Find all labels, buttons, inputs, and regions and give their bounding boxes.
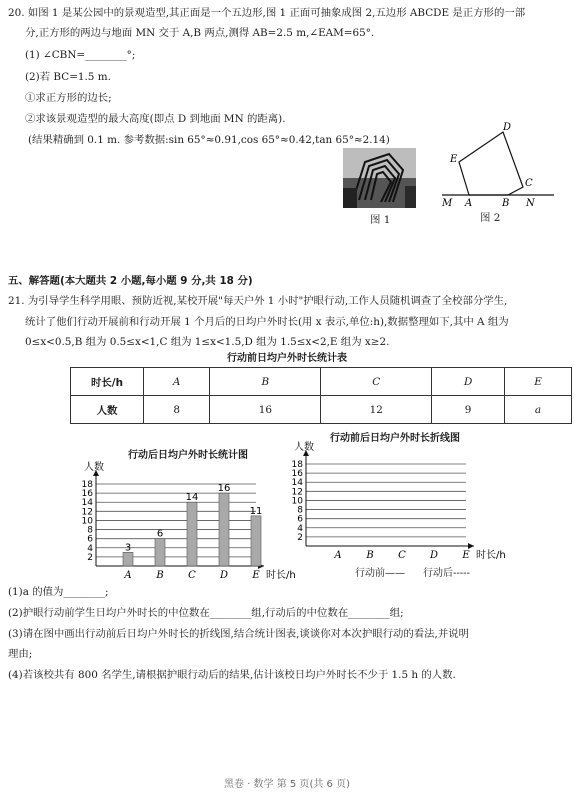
bar-label-B: 6 bbox=[156, 528, 164, 540]
table-group-b: B bbox=[210, 368, 321, 396]
bar-E bbox=[251, 516, 261, 566]
y-tick-16: 16 bbox=[81, 489, 93, 500]
y-tick-8: 8 bbox=[297, 505, 303, 516]
q20-sub1: ①求正方形的边长; bbox=[25, 92, 112, 104]
label-b: B bbox=[502, 198, 510, 209]
table-count-c: 12 bbox=[321, 396, 432, 424]
q21-sub4: (4)若该校共有 800 名学生,请根据护眼行动后的结果,估计该校日均户外时长不少于 1.5 h 的人数. bbox=[8, 669, 456, 681]
label-e: E bbox=[450, 154, 458, 165]
q20-line2: 分,正方形的两边与地面 MN 交于 A,B 两点,测得 AB=2.5 m,∠EAM=65°. bbox=[25, 27, 375, 39]
line-chart-title: 行动前后日均户外时长折线图 bbox=[330, 433, 460, 444]
q20-part2: (2)若 BC=1.5 m. bbox=[25, 71, 111, 83]
y-tick-14: 14 bbox=[291, 478, 303, 489]
y-tick-8: 8 bbox=[87, 525, 93, 536]
x-tick-B: B bbox=[366, 550, 374, 561]
q20-line1: 20. 如图 1 是某公园中的景观造型,其正面是一个五边形,图 1 正面可抽象成图 2,五边形 ABCDE 是正方形的一部 bbox=[8, 7, 526, 19]
figure2-caption: 图 2 bbox=[480, 212, 501, 224]
x-tick-E: E bbox=[252, 570, 260, 581]
label-c: C bbox=[525, 178, 533, 189]
y-tick-10: 10 bbox=[81, 516, 93, 527]
q21-sub1: (1)a 的值为________; bbox=[8, 586, 109, 598]
q21-line2: 统计了他们行动开展前和行动开展 1 个月后的日均户外时长(用 x 表示,单位:h),数据整理如下,其中 A 组为 bbox=[25, 316, 509, 328]
legend-before: 行动前—— bbox=[355, 568, 405, 579]
y-axis-label: 人数 bbox=[84, 462, 104, 473]
q21-sub3a: (3)请在图中画出行动前后日均户外时长的折线图,结合统计图表,谈谈你对本次护眼行动的看法,并说明 bbox=[8, 628, 470, 640]
pentagon-abcde bbox=[459, 132, 523, 195]
bar-label-E: 11 bbox=[249, 505, 263, 517]
figure1-caption: 图 1 bbox=[370, 214, 391, 226]
bar-D bbox=[219, 493, 229, 566]
table-count-d: 9 bbox=[432, 396, 505, 424]
page-footer: 黑卷 · 数学 第 5 页(共 6 页) bbox=[224, 779, 350, 790]
y-tick-4: 4 bbox=[297, 523, 303, 534]
landscape-sculpture-photo bbox=[343, 148, 416, 208]
x-tick-D: D bbox=[429, 550, 439, 561]
label-n: N bbox=[526, 198, 535, 209]
q20-sub2: ②求该景观造型的最大高度(即点 D 到地面 MN 的距离). bbox=[25, 113, 286, 125]
table-title: 行动前日均户外时长统计表 bbox=[227, 353, 347, 364]
x-tick-D: D bbox=[219, 570, 229, 581]
x-axis-label: 时长/h bbox=[476, 550, 506, 561]
legend-after: 行动后----- bbox=[423, 568, 470, 579]
q20-part1: (1) ∠CBN=________°; bbox=[25, 49, 136, 61]
table-count-e: a bbox=[505, 396, 572, 424]
bar-chart bbox=[70, 458, 300, 582]
q21-sub2: (2)护眼行动前学生日均户外时长的中位数在________组,行动后的中位数在________组; bbox=[8, 607, 404, 619]
y-tick-14: 14 bbox=[81, 498, 93, 509]
label-d: D bbox=[503, 122, 512, 133]
y-tick-10: 10 bbox=[291, 496, 303, 507]
x-axis-label: 时长/h bbox=[266, 570, 296, 581]
bar-label-A: 3 bbox=[124, 542, 132, 554]
y-tick-4: 4 bbox=[87, 543, 93, 554]
y-tick-6: 6 bbox=[297, 514, 303, 525]
y-tick-16: 16 bbox=[291, 469, 303, 480]
y-tick-2: 2 bbox=[87, 552, 93, 563]
x-tick-B: B bbox=[156, 570, 164, 581]
table-count-a: 8 bbox=[144, 396, 210, 424]
line-chart bbox=[290, 440, 506, 564]
x-axis-arrow bbox=[468, 543, 474, 549]
y-tick-18: 18 bbox=[81, 480, 93, 490]
x-tick-C: C bbox=[398, 550, 406, 561]
bar-label-C: 14 bbox=[185, 492, 199, 504]
x-tick-C: C bbox=[188, 570, 196, 581]
before-stats-table bbox=[70, 367, 572, 424]
y-tick-18: 18 bbox=[291, 460, 303, 470]
y-tick-2: 2 bbox=[297, 532, 303, 543]
label-a: A bbox=[465, 198, 473, 209]
q20-note: (结果精确到 0.1 m. 参考数据:sin 65°≈0.91,cos 65°≈0.42,tan 65°≈2.14) bbox=[28, 134, 390, 146]
table-group-e: E bbox=[505, 368, 572, 396]
section-heading: 五、解答题(本大题共 2 小题,每小题 9 分,共 18 分) bbox=[8, 275, 253, 287]
y-axis-label: 人数 bbox=[294, 442, 314, 453]
x-tick-A: A bbox=[334, 550, 342, 561]
q21-sub3b: 理由; bbox=[8, 648, 33, 660]
q21-line3: 0≤x<0.5,B 组为 0.5≤x<1,C 组为 1≤x<1.5,D 组为 1.5≤x<2,E 组为 x≥2. bbox=[25, 336, 390, 348]
table-group-c: C bbox=[321, 368, 432, 396]
bar-chart-title: 行动后日均户外时长统计图 bbox=[128, 450, 248, 461]
y-tick-12: 12 bbox=[291, 487, 303, 498]
table-header-duration: 时长/h bbox=[71, 368, 144, 396]
bar-B bbox=[155, 539, 165, 566]
table-group-d: D bbox=[432, 368, 505, 396]
bar-C bbox=[187, 502, 197, 566]
y-tick-6: 6 bbox=[87, 534, 93, 545]
table-group-a: A bbox=[144, 368, 210, 396]
x-tick-A: A bbox=[124, 570, 132, 581]
table-header-count: 人数 bbox=[71, 396, 144, 424]
x-tick-E: E bbox=[462, 550, 470, 561]
q21-line1: 21. 为引导学生科学用眼、预防近视,某校开展"每天户外 1 小时"护眼行动,工作人员随机调查了全校部分学生, bbox=[8, 295, 508, 307]
y-tick-12: 12 bbox=[81, 507, 93, 518]
bar-A bbox=[123, 552, 133, 566]
table-count-b: 16 bbox=[210, 396, 321, 424]
bar-label-D: 16 bbox=[217, 483, 231, 495]
pentagon-figure bbox=[432, 120, 574, 220]
label-m: M bbox=[442, 198, 453, 209]
